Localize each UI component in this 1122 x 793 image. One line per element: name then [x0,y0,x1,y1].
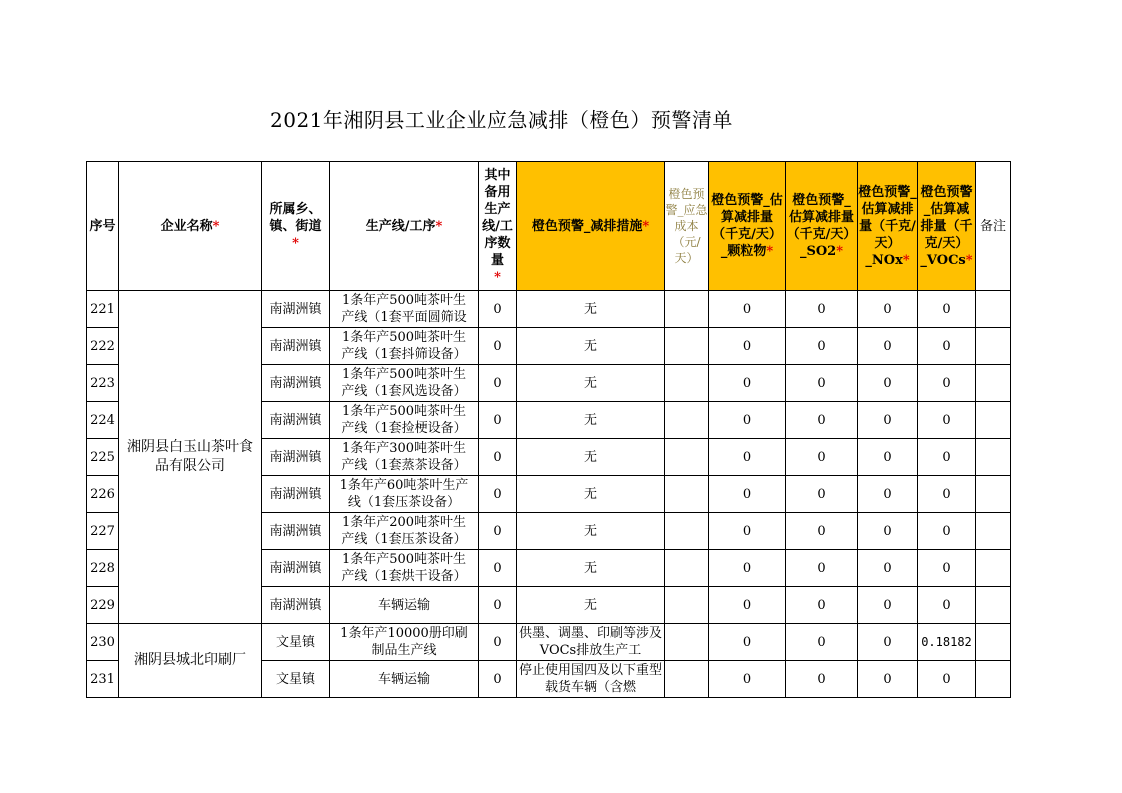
cell-town: 南湖洲镇 [262,513,330,550]
cell-line: 车辆运输 [330,587,479,624]
cell-so2: 0 [786,550,858,587]
cell-remark [976,550,1011,587]
cell-seq: 228 [87,550,119,587]
cell-measure: 无 [517,439,665,476]
cell-count: 0 [479,624,517,661]
cell-town: 南湖洲镇 [262,328,330,365]
cell-cost [665,365,709,402]
cell-line: 车辆运输 [330,661,479,698]
cell-so2: 0 [786,513,858,550]
cell-line: 1条年产60吨茶叶生产线（1套压茶设备） [330,476,479,513]
header-cost: 橙色预警_应急成本（元/天） [665,162,709,291]
cell-nox: 0 [858,661,918,698]
cell-town: 南湖洲镇 [262,402,330,439]
cell-company: 湘阴县城北印刷厂 [119,624,262,698]
table-row [87,624,1011,661]
cell-vocs: 0 [918,513,976,550]
cell-nox: 0 [858,439,918,476]
cell-seq: 227 [87,513,119,550]
cell-seq: 226 [87,476,119,513]
cell-pm: 0 [709,661,786,698]
cell-seq: 223 [87,365,119,402]
cell-so2: 0 [786,439,858,476]
cell-measure: 停止使用国四及以下重型载货车辆（含燃 [517,661,665,698]
cell-cost [665,476,709,513]
header-company: 企业名称* [119,162,262,291]
cell-pm: 0 [709,587,786,624]
cell-nox: 0 [858,291,918,328]
cell-remark [976,402,1011,439]
cell-nox: 0 [858,513,918,550]
cell-count: 0 [479,291,517,328]
cell-pm: 0 [709,624,786,661]
cell-vocs: 0 [918,550,976,587]
cell-count: 0 [479,402,517,439]
cell-vocs: 0 [918,587,976,624]
cell-measure: 无 [517,328,665,365]
cell-line: 1条年产500吨茶叶生产线（1套烘干设备） [330,550,479,587]
cell-cost [665,587,709,624]
cell-pm: 0 [709,476,786,513]
cell-cost [665,328,709,365]
required-mark: * [292,235,299,251]
page-title: 2021年湘阴县工业企业应急减排（橙色）预警清单 [270,108,733,132]
header-remark: 备注 [976,162,1011,291]
cell-measure: 无 [517,402,665,439]
cell-pm: 0 [709,439,786,476]
cell-count: 0 [479,328,517,365]
cell-remark [976,661,1011,698]
cell-remark [976,587,1011,624]
cell-pm: 0 [709,291,786,328]
cell-cost [665,402,709,439]
cell-nox: 0 [858,550,918,587]
header-line: 生产线/工序* [330,162,479,291]
cell-town: 文星镇 [262,624,330,661]
required-mark: * [435,218,443,234]
cell-vocs: 0 [918,291,976,328]
required-mark: * [902,252,910,268]
cell-vocs: 0 [918,661,976,698]
cell-count: 0 [479,550,517,587]
cell-so2: 0 [786,476,858,513]
cell-town: 南湖洲镇 [262,550,330,587]
cell-measure: 无 [517,291,665,328]
cell-line: 1条年产300吨茶叶生产线（1套蒸茶设备） [330,439,479,476]
cell-cost [665,439,709,476]
cell-measure: 无 [517,587,665,624]
required-mark: * [494,269,501,285]
cell-seq: 224 [87,402,119,439]
cell-so2: 0 [786,365,858,402]
header-seq: 序号 [87,162,119,291]
cell-remark [976,513,1011,550]
cell-seq: 229 [87,587,119,624]
required-mark: * [965,252,973,268]
required-mark: * [766,244,774,259]
cell-pm: 0 [709,365,786,402]
header-count: 其中备用生产线/工序数量 * [479,162,517,291]
required-mark: * [836,244,844,259]
cell-line: 1条年产200吨茶叶生产线（1套压茶设备） [330,513,479,550]
cell-cost [665,661,709,698]
cell-seq: 230 [87,624,119,661]
cell-vocs: 0 [918,439,976,476]
cell-so2: 0 [786,402,858,439]
cell-so2: 0 [786,291,858,328]
cell-count: 0 [479,513,517,550]
header-pm: 橙色预警_估算减排量（千克/天）_颗粒物* [709,162,786,291]
cell-remark [976,365,1011,402]
cell-vocs: 0 [918,365,976,402]
cell-remark [976,328,1011,365]
cell-remark [976,476,1011,513]
cell-town: 文星镇 [262,661,330,698]
cell-nox: 0 [858,476,918,513]
cell-cost [665,624,709,661]
cell-count: 0 [479,476,517,513]
warning-list-table [86,161,1011,698]
cell-line: 1条年产500吨茶叶生产线（1套平面圆筛设 [330,291,479,328]
cell-measure: 无 [517,550,665,587]
cell-measure: 无 [517,476,665,513]
cell-seq: 231 [87,661,119,698]
cell-town: 南湖洲镇 [262,587,330,624]
cell-vocs: 0 [918,328,976,365]
cell-pm: 0 [709,550,786,587]
cell-nox: 0 [858,624,918,661]
cell-vocs: 0 [918,476,976,513]
header-vocs: 橙色预警_估算减排量（千克/天）_VOCs* [918,162,976,291]
cell-company: 湘阴县白玉山茶叶食品有限公司 [119,291,262,624]
cell-pm: 0 [709,513,786,550]
cell-vocs: 0 [918,402,976,439]
cell-town: 南湖洲镇 [262,439,330,476]
cell-seq: 221 [87,291,119,328]
cell-count: 0 [479,439,517,476]
cell-nox: 0 [858,587,918,624]
cell-cost [665,291,709,328]
cell-so2: 0 [786,624,858,661]
cell-count: 0 [479,365,517,402]
header-measure: 橙色预警_减排措施* [517,162,665,291]
header-town: 所属乡、镇、街道 * [262,162,330,291]
cell-so2: 0 [786,328,858,365]
cell-nox: 0 [858,365,918,402]
cell-line: 1条年产10000册印刷制品生产线 [330,624,479,661]
cell-town: 南湖洲镇 [262,365,330,402]
cell-measure: 无 [517,513,665,550]
cell-cost [665,550,709,587]
cell-nox: 0 [858,328,918,365]
cell-so2: 0 [786,661,858,698]
cell-town: 南湖洲镇 [262,476,330,513]
cell-nox: 0 [858,402,918,439]
cell-measure: 无 [517,365,665,402]
cell-remark [976,439,1011,476]
cell-so2: 0 [786,587,858,624]
cell-count: 0 [479,661,517,698]
cell-measure: 供墨、调墨、印刷等涉及VOCs排放生产工 [517,624,665,661]
cell-pm: 0 [709,402,786,439]
table-row [87,291,1011,328]
required-mark: * [642,218,650,234]
cell-remark [976,291,1011,328]
cell-seq: 222 [87,328,119,365]
cell-line: 1条年产500吨茶叶生产线（1套风选设备） [330,365,479,402]
header-row [87,162,1011,291]
cell-remark [976,624,1011,661]
header-nox: 橙色预警_估算减排量（千克/天）_NOx* [858,162,918,291]
cell-seq: 225 [87,439,119,476]
table-body [87,291,1011,698]
cell-town: 南湖洲镇 [262,291,330,328]
cell-cost [665,513,709,550]
cell-line: 1条年产500吨茶叶生产线（1套抖筛设备） [330,328,479,365]
required-mark: * [212,218,220,234]
cell-count: 0 [479,587,517,624]
cell-vocs: 0.18182 [918,624,976,661]
header-so2: 橙色预警_估算减排量（千克/天）_SO2* [786,162,858,291]
cell-pm: 0 [709,328,786,365]
cell-line: 1条年产500吨茶叶生产线（1套捡梗设备） [330,402,479,439]
